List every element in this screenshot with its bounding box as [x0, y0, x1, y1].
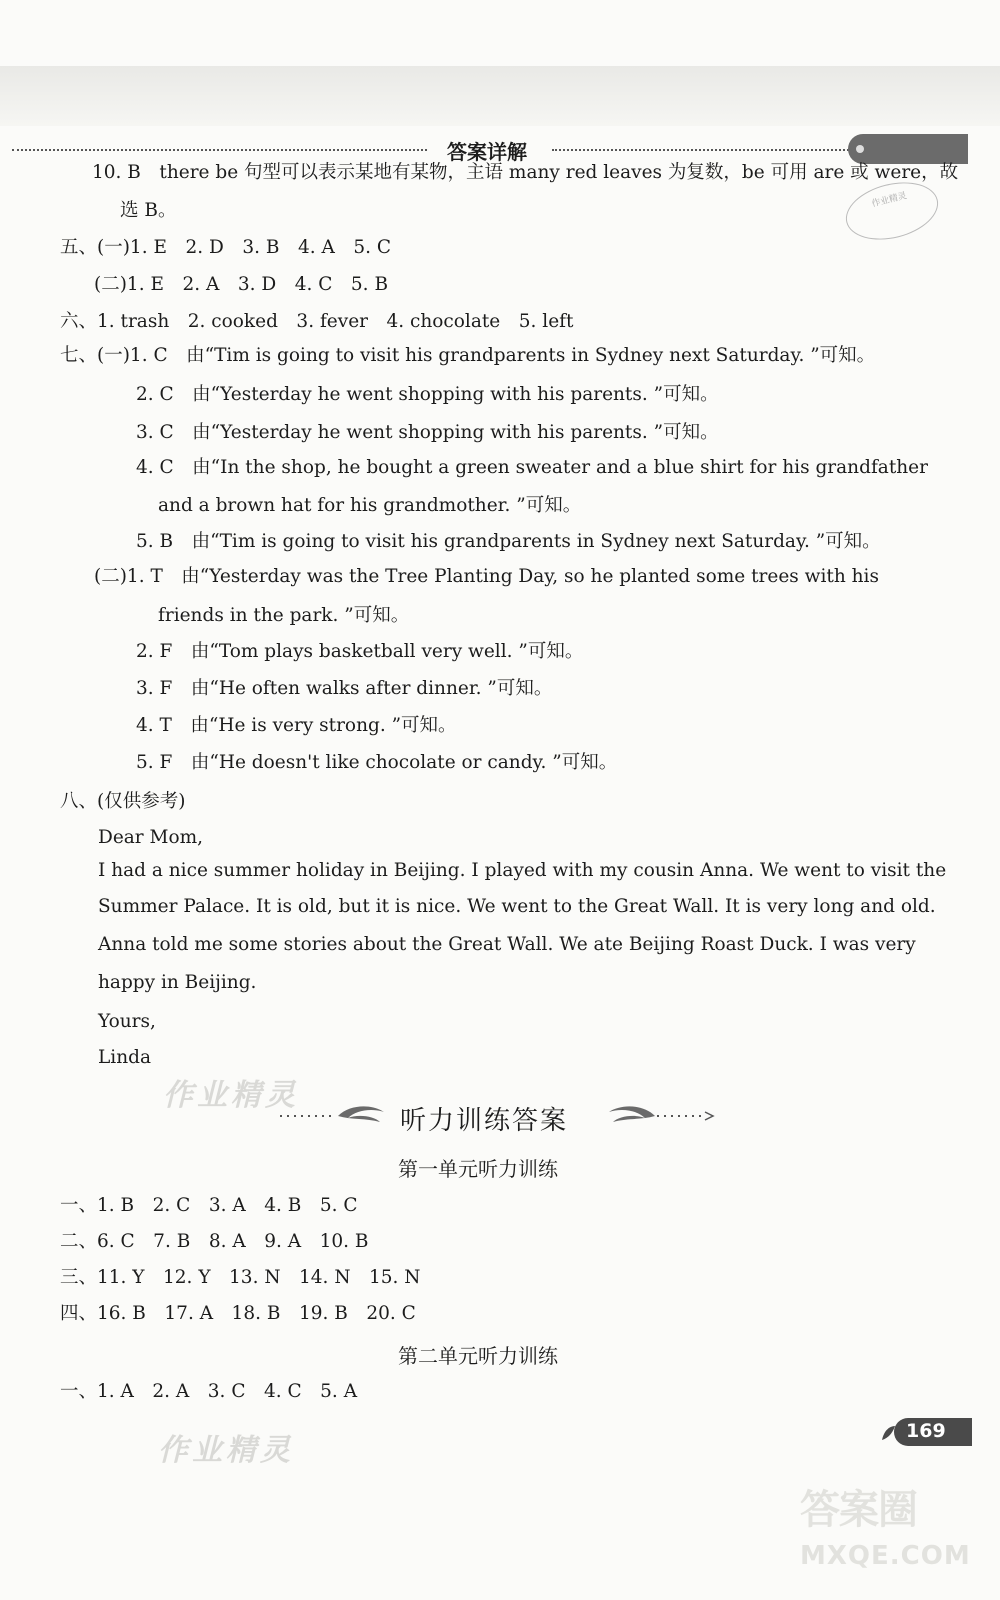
answer-line: Anna told me some stories about the Great Wall. We ate Beijing Roast Duck. I was very [98, 934, 916, 955]
answer-line: 4. C 由“In the shop, he bought a green sweater and a blue shirt for his grandfather [136, 457, 928, 478]
answer-line: 三、11. Y 12. Y 13. N 14. N 15. N [60, 1267, 421, 1288]
faint-watermark: 作业精灵 [158, 1433, 294, 1468]
site-watermark-url: MXQE.COM [800, 1541, 971, 1571]
unit-heading: 第一单元听力训练 [398, 1157, 558, 1181]
answer-line: 二、6. C 7. B 8. A 9. A 10. B [60, 1231, 369, 1252]
answer-line: 4. T 由“He is very strong. ”可知。 [136, 715, 457, 736]
answer-line: 2. C 由“Yesterday he went shopping with his parents. ”可知。 [136, 384, 719, 405]
page-number-badge [880, 1418, 972, 1446]
answer-line: 六、1. trash 2. cooked 3. fever 4. chocolate 5. left [60, 311, 574, 332]
unit-heading: 第二单元听力训练 [398, 1344, 558, 1368]
answer-line: friends in the park. ”可知。 [158, 605, 410, 626]
answer-line: 八、(仅供参考) [60, 791, 186, 812]
header-rule-left [12, 149, 427, 151]
answer-line: 5. B 由“Tim is going to visit his grandparents in Sydney next Saturday. ”可知。 [136, 531, 881, 552]
answer-line: happy in Beijing. [98, 972, 257, 993]
answer-line: (二)1. E 2. A 3. D 4. C 5. B [94, 274, 389, 295]
header-rule-right [552, 149, 852, 151]
answer-line: Dear Mom, [98, 827, 204, 848]
answer-line: 七、(一)1. C 由“Tim is going to visit his grandparents in Sydney next Saturday. ”可知。 [60, 345, 876, 366]
answer-line: 一、1. B 2. C 3. A 4. B 5. C [60, 1195, 358, 1216]
answer-line: 3. C 由“Yesterday he went shopping with his parents. ”可知。 [136, 422, 719, 443]
site-watermark [800, 1478, 990, 1588]
stamp-text: 作业精灵 [870, 191, 909, 210]
answer-line: 一、1. A 2. A 3. C 4. C 5. A [60, 1381, 358, 1402]
answer-line: 五、(一)1. E 2. D 3. B 4. A 5. C [60, 237, 392, 258]
answer-line: 2. F 由“Tom plays basketball very well. ”可知。 [136, 641, 584, 662]
answer-line: Yours, [98, 1011, 156, 1032]
answer-line: 3. F 由“He often walks after dinner. ”可知。 [136, 678, 553, 699]
answer-line: Summer Palace. It is old, but it is nice. We went to the Great Wall. It is very long and old. [98, 896, 936, 917]
answer-line: I had a nice summer holiday in Beijing. I played with my cousin Anna. We went to visit the [98, 860, 947, 881]
header-dot-icon [856, 145, 864, 153]
section-title: 听力训练答案 [400, 1106, 569, 1136]
header-title: 答案详解 [447, 140, 527, 164]
answer-line: Linda [98, 1047, 151, 1068]
page-number: 169 [906, 1420, 946, 1442]
answer-line: (二)1. T 由“Yesterday was the Tree Planting Day, so he planted some trees with his [94, 566, 879, 587]
answer-line: and a brown hat for his grandmother. ”可知。 [158, 495, 582, 516]
answer-line: 四、16. B 17. A 18. B 19. B 20. C [60, 1303, 416, 1324]
answer-line: 10. B there be 句型可以表示某地有某物，主语 many red leaves 为复数，be 可用 are 或 were，故 [92, 162, 959, 183]
header-tab [848, 134, 968, 164]
header-band [0, 66, 1000, 126]
answer-line: 5. F 由“He doesn't like chocolate or candy. ”可知。 [136, 752, 618, 773]
site-watermark-logo: 答案圈 [800, 1487, 917, 1533]
answer-line: 选 B。 [120, 200, 177, 221]
faint-watermark: 作业精灵 [163, 1078, 299, 1113]
swoosh-right-icon [605, 1096, 717, 1136]
